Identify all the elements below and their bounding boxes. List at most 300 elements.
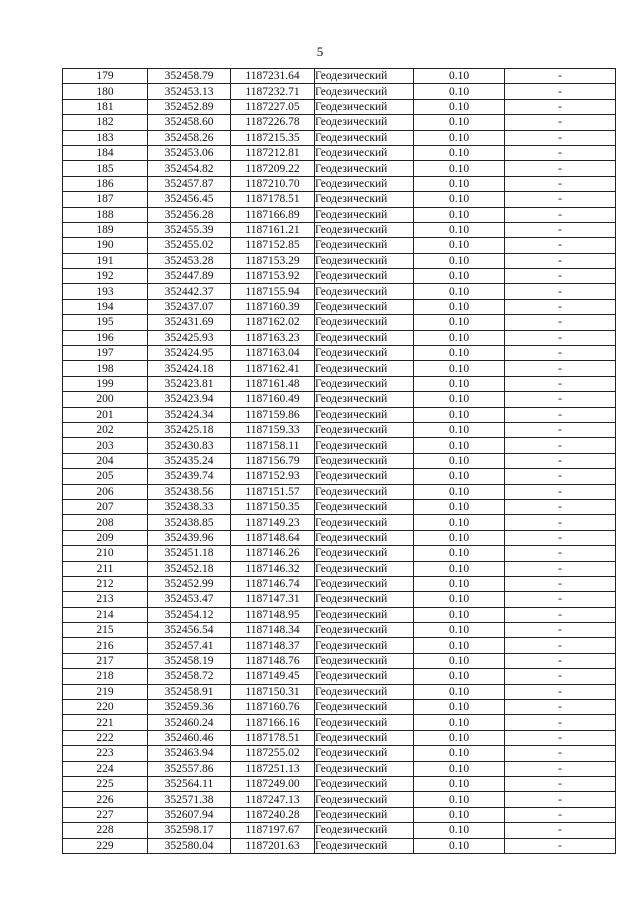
point-number-cell: 214 — [63, 607, 148, 622]
method-cell: Геодезический — [315, 284, 414, 299]
y-coordinate-cell: 1187166.16 — [231, 715, 315, 730]
description-cell: - — [505, 99, 616, 114]
method-cell: Геодезический — [315, 330, 414, 345]
table-row — [63, 207, 616, 222]
point-number-cell: 188 — [63, 207, 148, 222]
method-cell: Геодезический — [315, 130, 414, 145]
method-cell: Геодезический — [315, 346, 414, 361]
method-cell: Геодезический — [315, 561, 414, 576]
table-row — [63, 484, 616, 499]
point-number-cell: 184 — [63, 145, 148, 160]
x-coordinate-cell: 352458.79 — [148, 69, 231, 84]
method-cell: Геодезический — [315, 376, 414, 391]
x-coordinate-cell: 352453.28 — [148, 253, 231, 268]
table-row — [63, 130, 616, 145]
description-cell: - — [505, 269, 616, 284]
table-row — [63, 515, 616, 530]
method-cell: Геодезический — [315, 715, 414, 730]
x-coordinate-cell: 352447.89 — [148, 269, 231, 284]
point-number-cell: 227 — [63, 807, 148, 822]
point-number-cell: 213 — [63, 592, 148, 607]
point-number-cell: 209 — [63, 530, 148, 545]
accuracy-cell: 0.10 — [414, 561, 505, 576]
method-cell: Геодезический — [315, 700, 414, 715]
accuracy-cell: 0.10 — [414, 484, 505, 499]
description-cell: - — [505, 145, 616, 160]
x-coordinate-cell: 352580.04 — [148, 838, 231, 853]
method-cell: Геодезический — [315, 207, 414, 222]
point-number-cell: 197 — [63, 346, 148, 361]
point-number-cell: 208 — [63, 515, 148, 530]
table-row — [63, 530, 616, 545]
accuracy-cell: 0.10 — [414, 361, 505, 376]
y-coordinate-cell: 1187160.49 — [231, 392, 315, 407]
accuracy-cell: 0.10 — [414, 330, 505, 345]
description-cell: - — [505, 422, 616, 437]
point-number-cell: 192 — [63, 269, 148, 284]
table-row — [63, 469, 616, 484]
table-row — [63, 592, 616, 607]
point-number-cell: 222 — [63, 730, 148, 745]
method-cell: Геодезический — [315, 746, 414, 761]
point-number-cell: 189 — [63, 222, 148, 237]
y-coordinate-cell: 1187159.86 — [231, 407, 315, 422]
accuracy-cell: 0.10 — [414, 69, 505, 84]
table-row — [63, 422, 616, 437]
method-cell: Геодезический — [315, 530, 414, 545]
description-cell: - — [505, 84, 616, 99]
y-coordinate-cell: 1187148.37 — [231, 638, 315, 653]
accuracy-cell: 0.10 — [414, 730, 505, 745]
point-number-cell: 199 — [63, 376, 148, 391]
description-cell: - — [505, 730, 616, 745]
point-number-cell: 196 — [63, 330, 148, 345]
point-number-cell: 193 — [63, 284, 148, 299]
point-number-cell: 221 — [63, 715, 148, 730]
method-cell: Геодезический — [315, 761, 414, 776]
method-cell: Геодезический — [315, 145, 414, 160]
table-row — [63, 807, 616, 822]
x-coordinate-cell: 352437.07 — [148, 299, 231, 314]
method-cell: Геодезический — [315, 407, 414, 422]
x-coordinate-cell: 352456.54 — [148, 623, 231, 638]
point-number-cell: 183 — [63, 130, 148, 145]
description-cell: - — [505, 69, 616, 84]
x-coordinate-cell: 352571.38 — [148, 792, 231, 807]
description-cell: - — [505, 761, 616, 776]
accuracy-cell: 0.10 — [414, 623, 505, 638]
x-coordinate-cell: 352453.47 — [148, 592, 231, 607]
method-cell: Геодезический — [315, 684, 414, 699]
description-cell: - — [505, 284, 616, 299]
point-number-cell: 198 — [63, 361, 148, 376]
description-cell: - — [505, 776, 616, 791]
description-cell: - — [505, 484, 616, 499]
accuracy-cell: 0.10 — [414, 700, 505, 715]
y-coordinate-cell: 1187255.02 — [231, 746, 315, 761]
x-coordinate-cell: 352457.41 — [148, 638, 231, 653]
method-cell: Геодезический — [315, 592, 414, 607]
table-row — [63, 761, 616, 776]
x-coordinate-cell: 352438.56 — [148, 484, 231, 499]
y-coordinate-cell: 1187163.04 — [231, 346, 315, 361]
description-cell: - — [505, 623, 616, 638]
table-row — [63, 222, 616, 237]
table-row — [63, 607, 616, 622]
x-coordinate-cell: 352423.94 — [148, 392, 231, 407]
method-cell: Геодезический — [315, 469, 414, 484]
accuracy-cell: 0.10 — [414, 192, 505, 207]
table-row — [63, 684, 616, 699]
y-coordinate-cell: 1187148.34 — [231, 623, 315, 638]
method-cell: Геодезический — [315, 161, 414, 176]
table-row — [63, 453, 616, 468]
table-row — [63, 623, 616, 638]
table-row — [63, 700, 616, 715]
x-coordinate-cell: 352458.60 — [148, 115, 231, 130]
table-row — [63, 438, 616, 453]
description-cell: - — [505, 638, 616, 653]
description-cell: - — [505, 222, 616, 237]
point-number-cell: 180 — [63, 84, 148, 99]
x-coordinate-cell: 352564.11 — [148, 776, 231, 791]
x-coordinate-cell: 352455.39 — [148, 222, 231, 237]
description-cell: - — [505, 453, 616, 468]
description-cell: - — [505, 746, 616, 761]
y-coordinate-cell: 1187153.29 — [231, 253, 315, 268]
accuracy-cell: 0.10 — [414, 407, 505, 422]
y-coordinate-cell: 1187163.23 — [231, 330, 315, 345]
accuracy-cell: 0.10 — [414, 530, 505, 545]
table-row — [63, 69, 616, 84]
y-coordinate-cell: 1187152.93 — [231, 469, 315, 484]
table-row — [63, 746, 616, 761]
y-coordinate-cell: 1187147.31 — [231, 592, 315, 607]
method-cell: Геодезический — [315, 515, 414, 530]
accuracy-cell: 0.10 — [414, 222, 505, 237]
description-cell: - — [505, 499, 616, 514]
y-coordinate-cell: 1187178.51 — [231, 192, 315, 207]
y-coordinate-cell: 1187160.76 — [231, 700, 315, 715]
table-row — [63, 838, 616, 853]
table-row — [63, 653, 616, 668]
description-cell: - — [505, 669, 616, 684]
y-coordinate-cell: 1187156.79 — [231, 453, 315, 468]
accuracy-cell: 0.10 — [414, 776, 505, 791]
point-number-cell: 220 — [63, 700, 148, 715]
table-row — [63, 315, 616, 330]
x-coordinate-cell: 352431.69 — [148, 315, 231, 330]
point-number-cell: 204 — [63, 453, 148, 468]
table-row — [63, 407, 616, 422]
description-cell: - — [505, 715, 616, 730]
accuracy-cell: 0.10 — [414, 346, 505, 361]
y-coordinate-cell: 1187178.51 — [231, 730, 315, 745]
accuracy-cell: 0.10 — [414, 515, 505, 530]
point-number-cell: 216 — [63, 638, 148, 653]
point-number-cell: 202 — [63, 422, 148, 437]
page-number: 5 — [316, 44, 324, 59]
x-coordinate-cell: 352460.46 — [148, 730, 231, 745]
accuracy-cell: 0.10 — [414, 838, 505, 853]
point-number-cell: 194 — [63, 299, 148, 314]
y-coordinate-cell: 1187153.92 — [231, 269, 315, 284]
table-row — [63, 145, 616, 160]
table-row — [63, 823, 616, 838]
table-row — [63, 99, 616, 114]
point-number-cell: 190 — [63, 238, 148, 253]
accuracy-cell: 0.10 — [414, 84, 505, 99]
accuracy-cell: 0.10 — [414, 99, 505, 114]
table-row — [63, 269, 616, 284]
accuracy-cell: 0.10 — [414, 792, 505, 807]
y-coordinate-cell: 1187152.85 — [231, 238, 315, 253]
method-cell: Геодезический — [315, 269, 414, 284]
accuracy-cell: 0.10 — [414, 607, 505, 622]
point-number-cell: 203 — [63, 438, 148, 453]
description-cell: - — [505, 592, 616, 607]
point-number-cell: 229 — [63, 838, 148, 853]
y-coordinate-cell: 1187226.78 — [231, 115, 315, 130]
accuracy-cell: 0.10 — [414, 684, 505, 699]
x-coordinate-cell: 352451.18 — [148, 546, 231, 561]
table-row — [63, 346, 616, 361]
point-number-cell: 200 — [63, 392, 148, 407]
description-cell: - — [505, 807, 616, 822]
method-cell: Геодезический — [315, 99, 414, 114]
method-cell: Геодезический — [315, 392, 414, 407]
x-coordinate-cell: 352438.33 — [148, 499, 231, 514]
y-coordinate-cell: 1187161.21 — [231, 222, 315, 237]
y-coordinate-cell: 1187159.33 — [231, 422, 315, 437]
description-cell: - — [505, 407, 616, 422]
y-coordinate-cell: 1187166.89 — [231, 207, 315, 222]
table-row — [63, 176, 616, 191]
table-row — [63, 161, 616, 176]
table-row — [63, 576, 616, 591]
x-coordinate-cell: 352425.18 — [148, 422, 231, 437]
method-cell: Геодезический — [315, 546, 414, 561]
accuracy-cell: 0.10 — [414, 823, 505, 838]
point-number-cell: 225 — [63, 776, 148, 791]
y-coordinate-cell: 1187149.23 — [231, 515, 315, 530]
y-coordinate-cell: 1187215.35 — [231, 130, 315, 145]
y-coordinate-cell: 1187247.13 — [231, 792, 315, 807]
description-cell: - — [505, 361, 616, 376]
description-cell: - — [505, 176, 616, 191]
description-cell: - — [505, 607, 616, 622]
y-coordinate-cell: 1187146.26 — [231, 546, 315, 561]
accuracy-cell: 0.10 — [414, 438, 505, 453]
y-coordinate-cell: 1187146.74 — [231, 576, 315, 591]
table-row — [63, 776, 616, 791]
table-row — [63, 499, 616, 514]
x-coordinate-cell: 352439.74 — [148, 469, 231, 484]
accuracy-cell: 0.10 — [414, 145, 505, 160]
x-coordinate-cell: 352458.19 — [148, 653, 231, 668]
x-coordinate-cell: 352425.93 — [148, 330, 231, 345]
description-cell: - — [505, 653, 616, 668]
point-number-cell: 187 — [63, 192, 148, 207]
accuracy-cell: 0.10 — [414, 161, 505, 176]
point-number-cell: 185 — [63, 161, 148, 176]
point-number-cell: 210 — [63, 546, 148, 561]
x-coordinate-cell: 352424.95 — [148, 346, 231, 361]
table-row — [63, 361, 616, 376]
point-number-cell: 201 — [63, 407, 148, 422]
table-row — [63, 546, 616, 561]
table-row — [63, 192, 616, 207]
method-cell: Геодезический — [315, 807, 414, 822]
method-cell: Геодезический — [315, 576, 414, 591]
table-row — [63, 638, 616, 653]
x-coordinate-cell: 352435.24 — [148, 453, 231, 468]
x-coordinate-cell: 352438.85 — [148, 515, 231, 530]
method-cell: Геодезический — [315, 730, 414, 745]
y-coordinate-cell: 1187151.57 — [231, 484, 315, 499]
y-coordinate-cell: 1187149.45 — [231, 669, 315, 684]
x-coordinate-cell: 352456.28 — [148, 207, 231, 222]
point-number-cell: 217 — [63, 653, 148, 668]
accuracy-cell: 0.10 — [414, 546, 505, 561]
description-cell: - — [505, 684, 616, 699]
description-cell: - — [505, 238, 616, 253]
method-cell: Геодезический — [315, 823, 414, 838]
y-coordinate-cell: 1187155.94 — [231, 284, 315, 299]
method-cell: Геодезический — [315, 653, 414, 668]
method-cell: Геодезический — [315, 299, 414, 314]
table-row — [63, 253, 616, 268]
method-cell: Геодезический — [315, 253, 414, 268]
point-number-cell: 211 — [63, 561, 148, 576]
point-number-cell: 207 — [63, 499, 148, 514]
description-cell: - — [505, 838, 616, 853]
method-cell: Геодезический — [315, 453, 414, 468]
point-number-cell: 219 — [63, 684, 148, 699]
x-coordinate-cell: 352452.18 — [148, 561, 231, 576]
method-cell: Геодезический — [315, 222, 414, 237]
method-cell: Геодезический — [315, 176, 414, 191]
point-number-cell: 179 — [63, 69, 148, 84]
y-coordinate-cell: 1187231.64 — [231, 69, 315, 84]
accuracy-cell: 0.10 — [414, 130, 505, 145]
accuracy-cell: 0.10 — [414, 576, 505, 591]
accuracy-cell: 0.10 — [414, 315, 505, 330]
method-cell: Геодезический — [315, 238, 414, 253]
description-cell: - — [505, 469, 616, 484]
point-number-cell: 212 — [63, 576, 148, 591]
method-cell: Геодезический — [315, 192, 414, 207]
coordinates-table — [62, 68, 616, 854]
y-coordinate-cell: 1187162.02 — [231, 315, 315, 330]
accuracy-cell: 0.10 — [414, 653, 505, 668]
description-cell: - — [505, 392, 616, 407]
method-cell: Геодезический — [315, 623, 414, 638]
x-coordinate-cell: 352607.94 — [148, 807, 231, 822]
y-coordinate-cell: 1187209.22 — [231, 161, 315, 176]
y-coordinate-cell: 1187240.28 — [231, 807, 315, 822]
y-coordinate-cell: 1187158.11 — [231, 438, 315, 453]
method-cell: Геодезический — [315, 422, 414, 437]
x-coordinate-cell: 352430.83 — [148, 438, 231, 453]
method-cell: Геодезический — [315, 838, 414, 853]
description-cell: - — [505, 315, 616, 330]
accuracy-cell: 0.10 — [414, 238, 505, 253]
table-row — [63, 715, 616, 730]
description-cell: - — [505, 530, 616, 545]
description-cell: - — [505, 546, 616, 561]
point-number-cell: 228 — [63, 823, 148, 838]
accuracy-cell: 0.10 — [414, 115, 505, 130]
point-number-cell: 182 — [63, 115, 148, 130]
table-row — [63, 669, 616, 684]
point-number-cell: 195 — [63, 315, 148, 330]
y-coordinate-cell: 1187251.13 — [231, 761, 315, 776]
accuracy-cell: 0.10 — [414, 284, 505, 299]
y-coordinate-cell: 1187161.48 — [231, 376, 315, 391]
y-coordinate-cell: 1187210.70 — [231, 176, 315, 191]
description-cell: - — [505, 700, 616, 715]
accuracy-cell: 0.10 — [414, 176, 505, 191]
x-coordinate-cell: 352452.99 — [148, 576, 231, 591]
x-coordinate-cell: 352457.87 — [148, 176, 231, 191]
x-coordinate-cell: 352455.02 — [148, 238, 231, 253]
description-cell: - — [505, 192, 616, 207]
accuracy-cell: 0.10 — [414, 207, 505, 222]
point-number-cell: 215 — [63, 623, 148, 638]
table-row — [63, 392, 616, 407]
accuracy-cell: 0.10 — [414, 253, 505, 268]
x-coordinate-cell: 352460.24 — [148, 715, 231, 730]
description-cell: - — [505, 161, 616, 176]
accuracy-cell: 0.10 — [414, 299, 505, 314]
method-cell: Геодезический — [315, 669, 414, 684]
description-cell: - — [505, 130, 616, 145]
description-cell: - — [505, 823, 616, 838]
y-coordinate-cell: 1187160.39 — [231, 299, 315, 314]
description-cell: - — [505, 438, 616, 453]
y-coordinate-cell: 1187197.67 — [231, 823, 315, 838]
accuracy-cell: 0.10 — [414, 761, 505, 776]
accuracy-cell: 0.10 — [414, 669, 505, 684]
point-number-cell: 224 — [63, 761, 148, 776]
y-coordinate-cell: 1187201.63 — [231, 838, 315, 853]
x-coordinate-cell: 352463.94 — [148, 746, 231, 761]
description-cell: - — [505, 515, 616, 530]
accuracy-cell: 0.10 — [414, 638, 505, 653]
x-coordinate-cell: 352598.17 — [148, 823, 231, 838]
x-coordinate-cell: 352459.36 — [148, 700, 231, 715]
table-row — [63, 84, 616, 99]
method-cell: Геодезический — [315, 315, 414, 330]
description-cell: - — [505, 576, 616, 591]
method-cell: Геодезический — [315, 69, 414, 84]
description-cell: - — [505, 115, 616, 130]
x-coordinate-cell: 352442.37 — [148, 284, 231, 299]
accuracy-cell: 0.10 — [414, 592, 505, 607]
table-row — [63, 561, 616, 576]
x-coordinate-cell: 352458.72 — [148, 669, 231, 684]
x-coordinate-cell: 352557.86 — [148, 761, 231, 776]
table-row — [63, 299, 616, 314]
y-coordinate-cell: 1187150.35 — [231, 499, 315, 514]
description-cell: - — [505, 561, 616, 576]
y-coordinate-cell: 1187148.76 — [231, 653, 315, 668]
point-number-cell: 191 — [63, 253, 148, 268]
method-cell: Геодезический — [315, 499, 414, 514]
accuracy-cell: 0.10 — [414, 422, 505, 437]
accuracy-cell: 0.10 — [414, 715, 505, 730]
